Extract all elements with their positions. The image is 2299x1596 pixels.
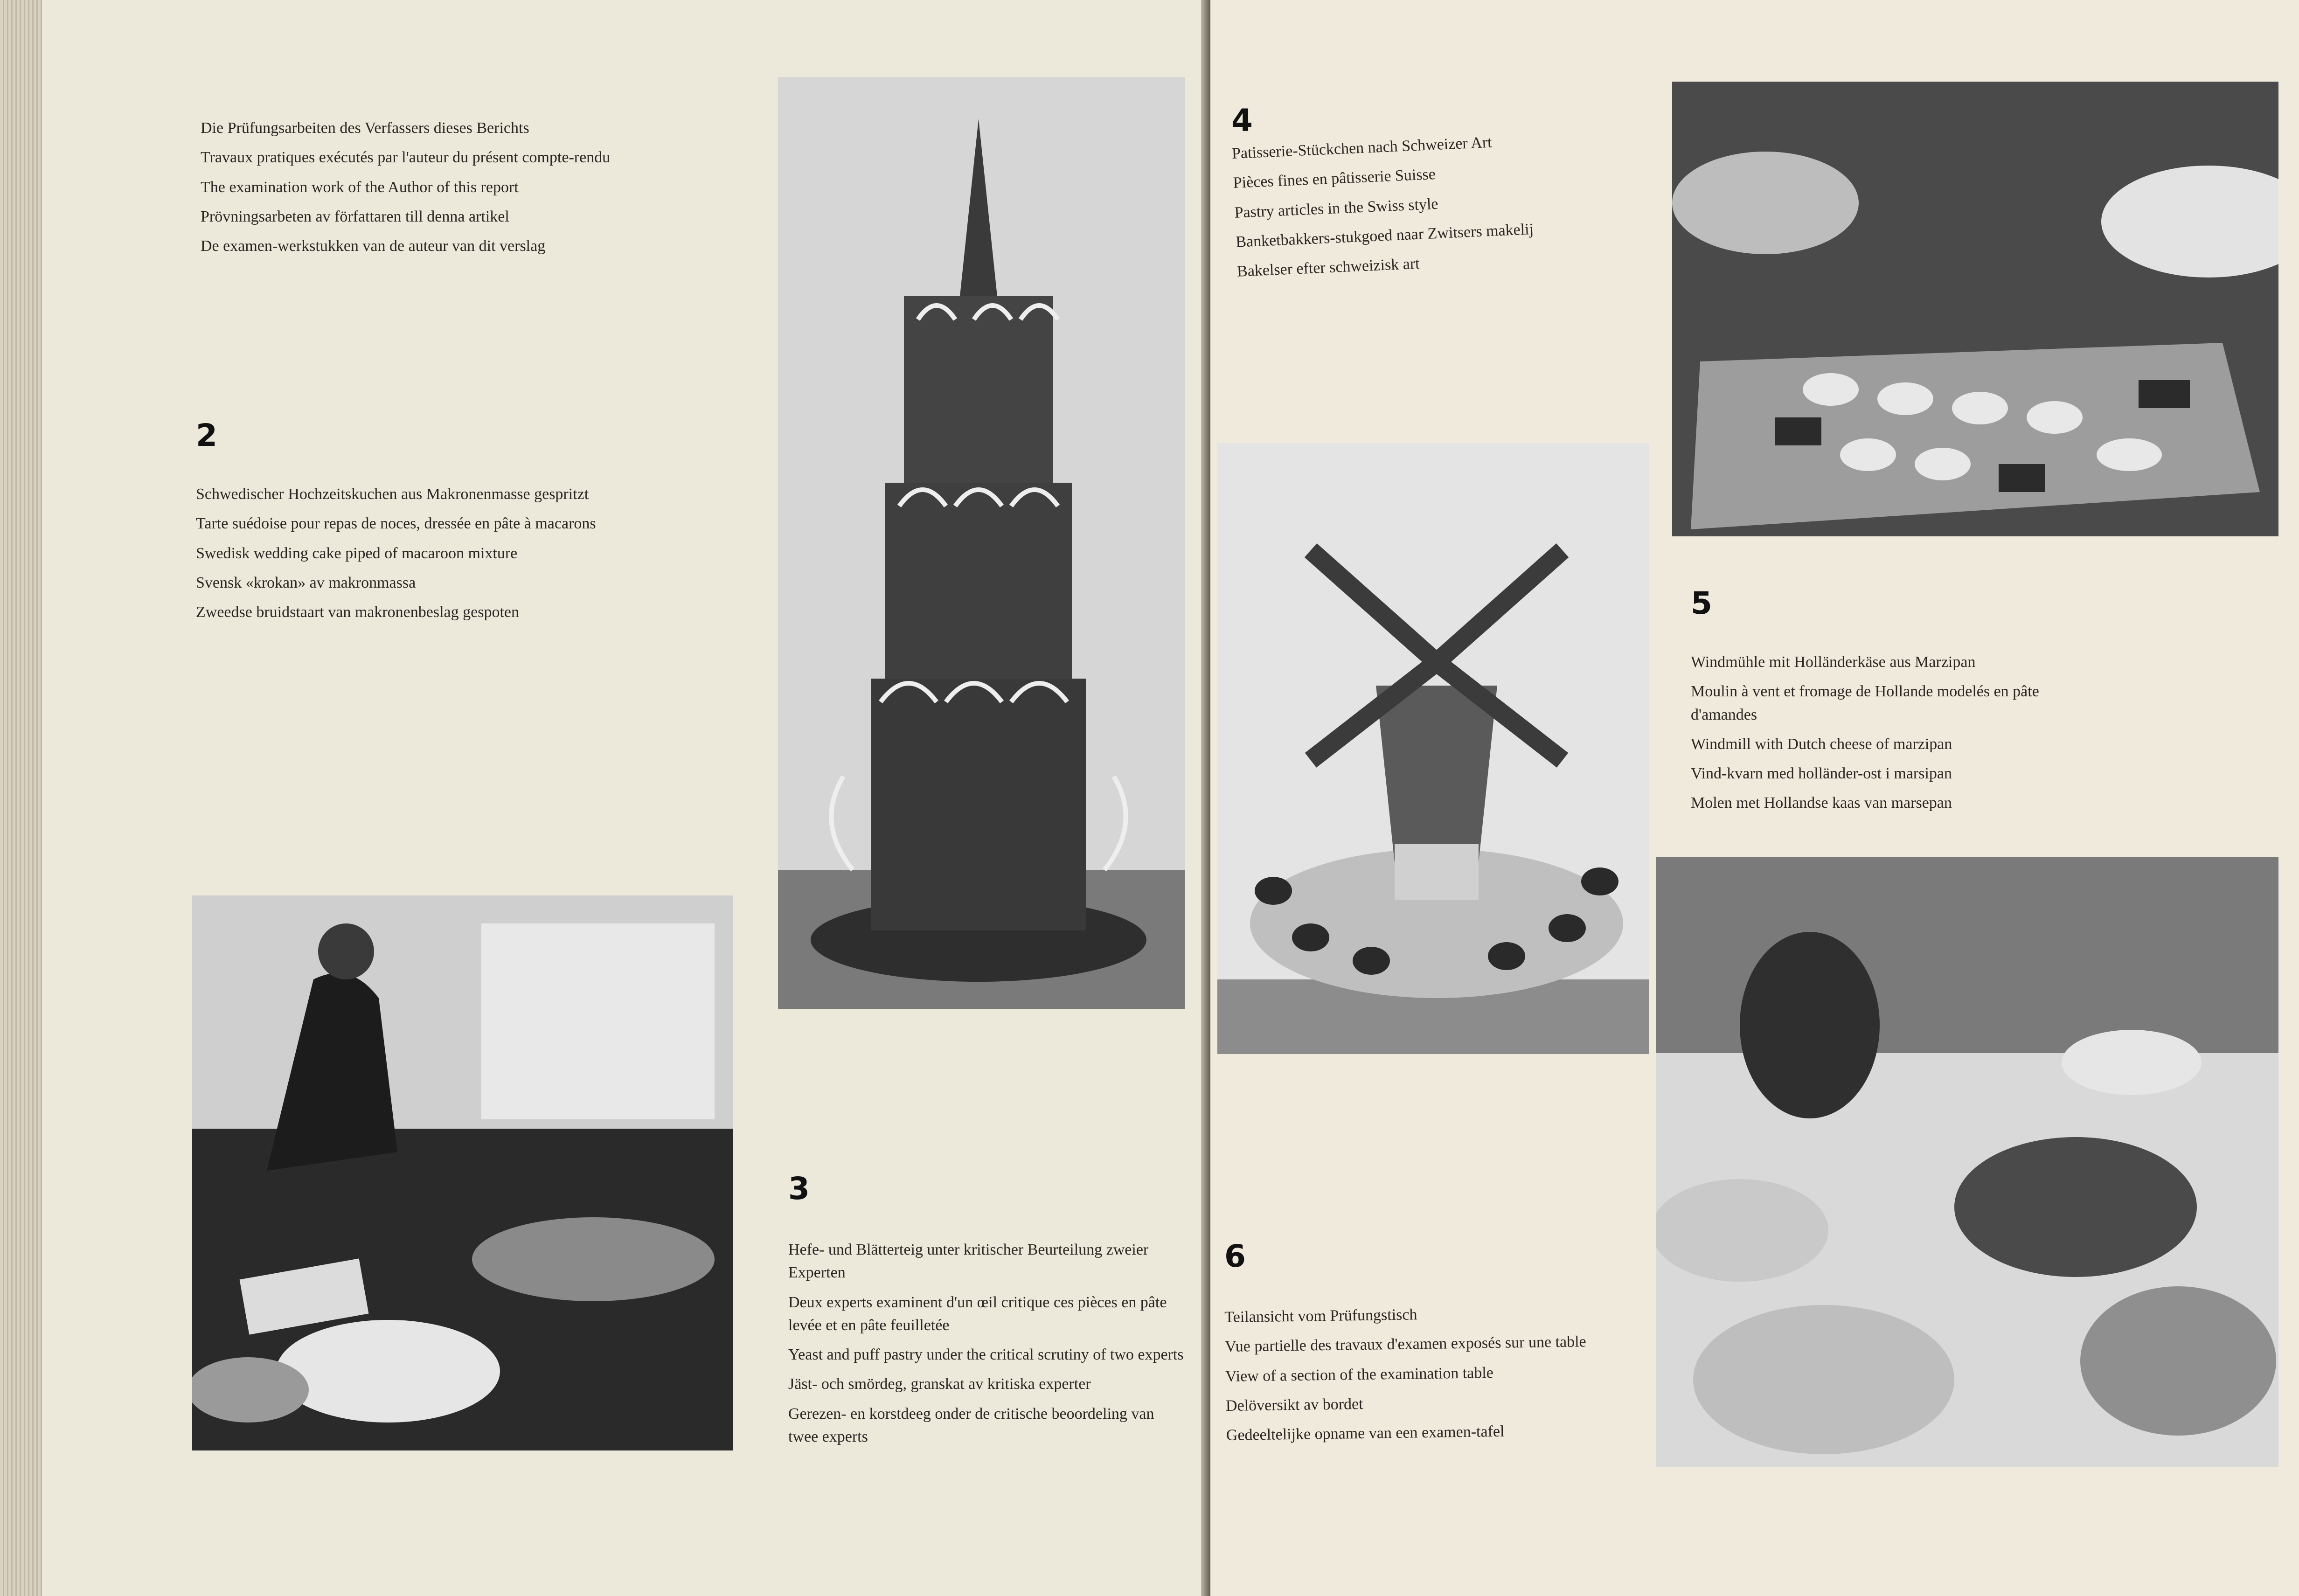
figure-number-2: 2: [196, 417, 217, 453]
caption-line: The examination work of the Author of this report: [201, 178, 519, 196]
caption-line: De examen-werkstukken van de auteur van dit verslag: [201, 237, 546, 255]
caption-line: View of a section of the examination table: [1225, 1364, 1494, 1385]
caption-line: Windmill with Dutch cheese of marzipan: [1691, 735, 1952, 753]
caption-line: Molen met Hollandse kaas van marsepan: [1691, 794, 1952, 812]
caption-line: Gerezen- en korstdeeg onder de critische beoordeling van twee experts: [788, 1405, 1154, 1446]
caption-line: Delöversikt av bordet: [1225, 1395, 1363, 1415]
caption-line: Deux experts examinent d'un œil critique ces pièces en pâte levée et en pâte feuilletée: [788, 1293, 1167, 1334]
caption-4: [1231, 128, 1564, 290]
caption-line: Travaux pratiques exécutés par l'auteur du présent compte-rendu: [201, 149, 611, 167]
caption-5: [1691, 651, 2101, 821]
figure-number-5: 5: [1691, 585, 1712, 621]
caption-line: Tarte suédoise pour repas de noces, dressée en pâte à macarons: [196, 515, 596, 533]
figure-number-6: 6: [1224, 1238, 1246, 1274]
caption-line: Bakelser efter schweizisk art: [1236, 255, 1420, 280]
caption-line: Windmühle mit Holländerkäse aus Marzipan: [1691, 653, 1976, 671]
caption-line: Yeast and puff pastry under the critical scrutiny of two experts: [788, 1346, 1184, 1364]
photo-windmill: [1217, 443, 1649, 1054]
caption-intro: [201, 117, 695, 264]
caption-line: Teilansicht vom Prüfungstisch: [1224, 1306, 1417, 1326]
photo-experts-table: [192, 895, 733, 1450]
caption-line: Hefe- und Blätterteig unter kritischer Beurteilung zweier Experten: [788, 1241, 1149, 1282]
caption-3: [788, 1238, 1185, 1455]
figure-number-3: 3: [788, 1171, 810, 1207]
caption-line: Banketbakkers-stukgoed naar Zwitsers makelij: [1235, 220, 1534, 251]
caption-line: Schwedischer Hochzeitskuchen aus Makronenmasse gespritzt: [196, 486, 589, 503]
caption-line: Swedisk wedding cake piped of macaroon mixture: [196, 544, 518, 562]
caption-line: Vue partielle des travaux d'examen exposés sur une table: [1224, 1333, 1586, 1356]
caption-line: Jäst- och smördeg, granskat av kritiska experter: [788, 1375, 1091, 1393]
caption-line: Die Prüfungsarbeiten des Verfassers dieses Berichts: [201, 119, 529, 137]
caption-line: Patisserie-Stückchen nach Schweizer Art: [1231, 133, 1493, 162]
caption-line: Prövningsarbeten av författaren till denna artikel: [201, 208, 509, 225]
figure-number-4: 4: [1231, 103, 1253, 139]
caption-line: Zweedse bruidstaart van makronenbeslag gespoten: [196, 604, 519, 621]
caption-6: [1224, 1300, 1637, 1454]
photo-examination-table: [1656, 857, 2278, 1467]
photo-swiss-pastries: [1672, 82, 2278, 536]
left-page: [42, 0, 1206, 1596]
caption-line: Moulin à vent et fromage de Hollande modelés en pâte d'amandes: [1691, 683, 2039, 723]
photo-wedding-cake: [778, 77, 1185, 1009]
caption-2: [196, 483, 690, 630]
caption-line: Svensk «krokan» av makronmassa: [196, 574, 416, 591]
caption-line: Pastry articles in the Swiss style: [1234, 195, 1439, 222]
right-page: [1210, 0, 2299, 1596]
caption-line: Gedeeltelijke opname van een examen-tafel: [1226, 1423, 1505, 1444]
caption-line: Vind-kvarn med holländer-ost i marsipan: [1691, 765, 1952, 783]
caption-line: Pièces fines en pâtisserie Suisse: [1233, 166, 1436, 192]
